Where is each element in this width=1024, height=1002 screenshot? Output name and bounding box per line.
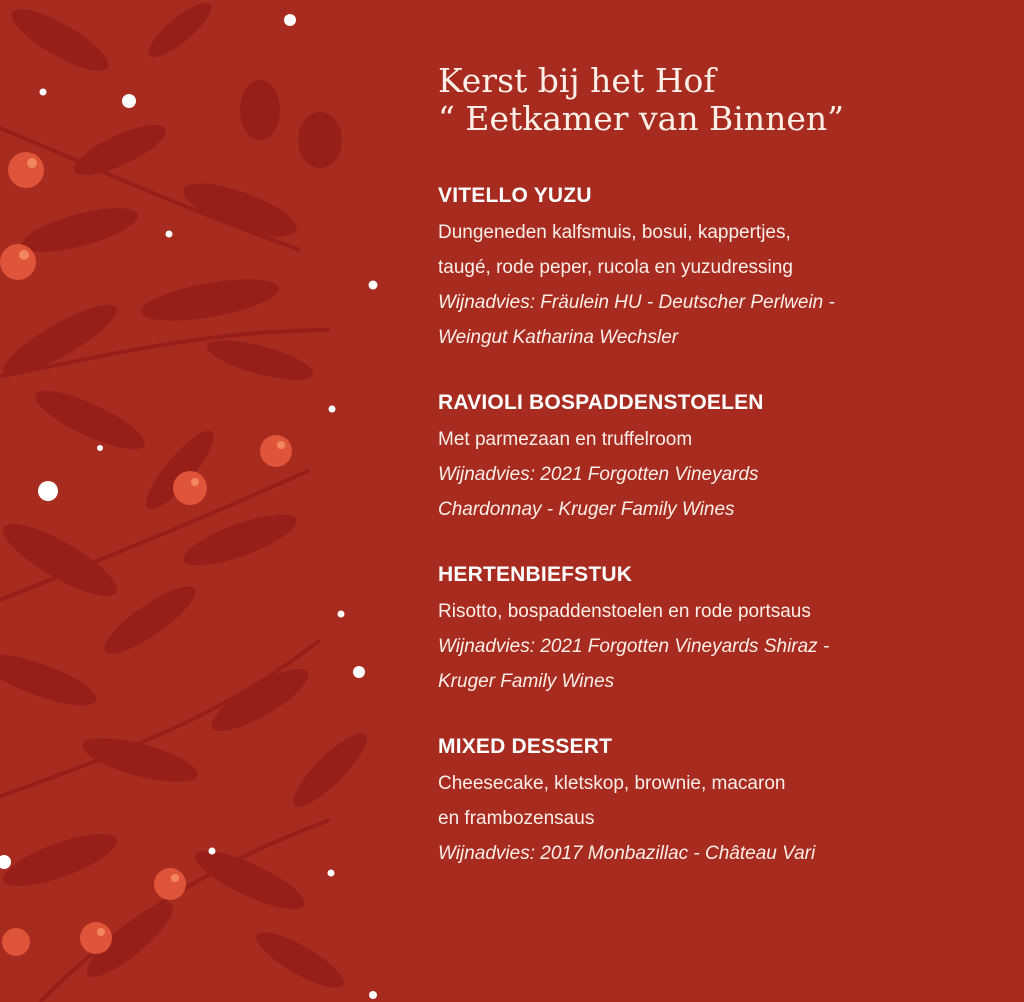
course-description: taugé, rode peper, rucola en yuzudressing <box>438 257 793 278</box>
course-name: VITELLO YUZU <box>438 184 592 207</box>
wine-advice: Wijnadvies: 2017 Monbazillac - Château Vari <box>438 843 816 864</box>
menu-title-line-2: “ Eetkamer van Binnen” <box>438 99 845 138</box>
wine-advice: Wijnadvies: 2021 Forgotten Vineyards <box>438 464 759 485</box>
course-description: Met parmezaan en truffelroom <box>438 429 693 450</box>
wine-advice: Kruger Family Wines <box>438 671 615 692</box>
wine-advice: Wijnadvies: 2021 Forgotten Vineyards Shiraz - <box>438 636 830 657</box>
course-description: Dungeneden kalfsmuis, bosui, kappertjes, <box>438 222 791 243</box>
course-mixed-dessert <box>438 735 998 871</box>
course-description: Cheesecake, kletskop, brownie, macaron <box>438 773 786 794</box>
wine-advice: Wijnadvies: Fräulein HU - Deutscher Perlwein - <box>438 292 835 313</box>
course-vitello-yuzu <box>438 184 998 355</box>
course-name: MIXED DESSERT <box>438 735 613 758</box>
wine-advice: Chardonnay - Kruger Family Wines <box>438 499 735 520</box>
course-name: HERTENBIEFSTUK <box>438 563 633 586</box>
course-ravioli <box>438 391 998 527</box>
menu-title-line-1: Kerst bij het Hof <box>438 61 716 100</box>
wine-advice: Weingut Katharina Wechsler <box>438 327 679 348</box>
course-description: Risotto, bospaddenstoelen en rode portsaus <box>438 601 811 622</box>
course-description: en frambozensaus <box>438 808 595 829</box>
course-hertenbiefstuk <box>438 563 998 699</box>
course-name: RAVIOLI BOSPADDENSTOELEN <box>438 391 764 414</box>
menu-title <box>438 62 998 138</box>
